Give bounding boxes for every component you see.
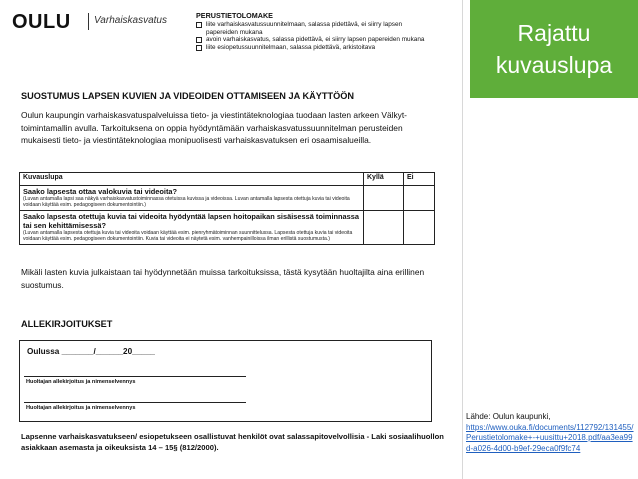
perustietolomake-box (196, 12, 432, 52)
checkbox-row[interactable] (196, 21, 432, 37)
source-label: Lähde: Oulun kaupunki, (466, 412, 551, 421)
question-note: (Luvan antamalla lapsi saa näkyä varhaiskasvatustoiminnassa otetuissa kuvissa ja videoissa. Luvan antamalla lapsesta otettuja kuvia tai videoita voidaan käyttää esim. pedagogiseen dokumentointiin.) (23, 196, 350, 209)
source-citation (466, 412, 634, 454)
no-answer-cell[interactable] (404, 210, 435, 244)
no-answer-cell[interactable] (404, 186, 435, 211)
checkbox[interactable] (196, 45, 202, 51)
signature-line[interactable] (24, 376, 246, 377)
table-row (20, 186, 435, 211)
question-title: Saako lapsesta otettuja kuvia tai videoita hyödyntää lapsen hoitopaikan sisäisessä toiminnassa tai sen kehittämisessä? (23, 211, 359, 230)
question-note: (Luvan antamalla lapsesta otettuja kuvia tai videoita voidaan käyttää esim. pienryhmätoiminnan suunnittelussa. Lapsesta otettuja kuvia tai videoita voidaan käyttää esim. pedagogiseen dokumentointiin. Kuvia tai videoita ei näytetä esim. vanhempainilloissa ilman erillistä suostumusta.) (23, 229, 353, 243)
checkbox-label: liite esiopetussuunnitelmaan, salassa pidettävä, arkistoitava (206, 44, 376, 52)
checkbox-row[interactable] (196, 36, 432, 44)
logo-divider (88, 13, 89, 30)
checkbox[interactable] (196, 37, 202, 43)
confidentiality-footer: Lapsenne varhaiskasvatukseen/ esiopetukseen osallistuvat henkilöt ovat salassapitovelvollisia - Laki sosiaalihuollon asiakkaan asemasta ja oikeuksista 14 – 15§ (812/2000). (21, 432, 444, 452)
signature-label: Huoltajan allekirjoitus ja nimenselvennys (26, 405, 136, 411)
signature-box (19, 340, 432, 422)
slide-title: Rajattu kuvauslupa (495, 20, 613, 78)
question-title: Saako lapsesta ottaa valokuvia tai videoita? (23, 187, 178, 196)
checkbox-label: liite varhaiskasvatussuunnitelmaan, salassa pidettävä, ei siirry lapsen papereiden mukana (206, 20, 403, 36)
consent-heading: SUOSTUMUS LAPSEN KUVIEN JA VIDEOIDEN OTTAMISEEN JA KÄYTTÖÖN (21, 91, 354, 101)
signature-label: Huoltajan allekirjoitus ja nimenselvennys (26, 379, 136, 385)
column-header-kuvauslupa: Kuvauslupa (20, 173, 364, 186)
oulu-logo: OULU (12, 11, 71, 33)
source-link[interactable]: https://www.ouka.fi/documents/112792/131455/Perustietolomake+-+uusittu+2018.pdf/aa3ea99d-a026-4d00-b9ef-29eca0f9fc74 (466, 422, 634, 453)
consent-intro: Oulun kaupungin varhaiskasvatuspalveluissa tieto- ja viestintäteknologiaa tuodaan lasten arkeen Välkyt-toimintamallin avulla. Tarkoituksena on oppia hyödyntämään varhaiskasvatussuunnitelman perusteiden mukaisesti tieto- ja viestintäteknologiaa monipuolisesti varhaiskasvatuksen eri osaamisalueilla. (21, 110, 407, 146)
table-header-row (20, 173, 435, 186)
question-cell (20, 210, 364, 244)
yes-answer-cell[interactable] (364, 210, 404, 244)
column-header-yes: Kyllä (364, 173, 404, 186)
table-row (20, 210, 435, 244)
checkbox-label: avoin varhaiskasvatus, salassa pidettävä, ei siirry lapsen papereiden mukana (206, 36, 425, 44)
column-header-no: Ei (404, 173, 435, 186)
signatures-heading: ALLEKIRJOITUKSET (21, 319, 113, 329)
checkbox[interactable] (196, 22, 202, 28)
logo-unit-text: Varhaiskasvatus (94, 15, 167, 26)
signature-line[interactable] (24, 402, 246, 403)
checkbox-row[interactable] (196, 44, 432, 52)
slide-title-box (470, 0, 638, 98)
publication-note: Mikäli lasten kuvia julkaistaan tai hyödynnetään muissa tarkoituksissa, tästä kysytään huoltajilta aina erillinen suostumus. (21, 267, 425, 290)
place-date-field[interactable]: Oulussa _______/______20_____ (27, 347, 155, 356)
yes-answer-cell[interactable] (364, 186, 404, 211)
question-cell (20, 186, 364, 211)
perustietolomake-title: PERUSTIETOLOMAKE (196, 11, 273, 20)
permission-table (19, 172, 435, 245)
